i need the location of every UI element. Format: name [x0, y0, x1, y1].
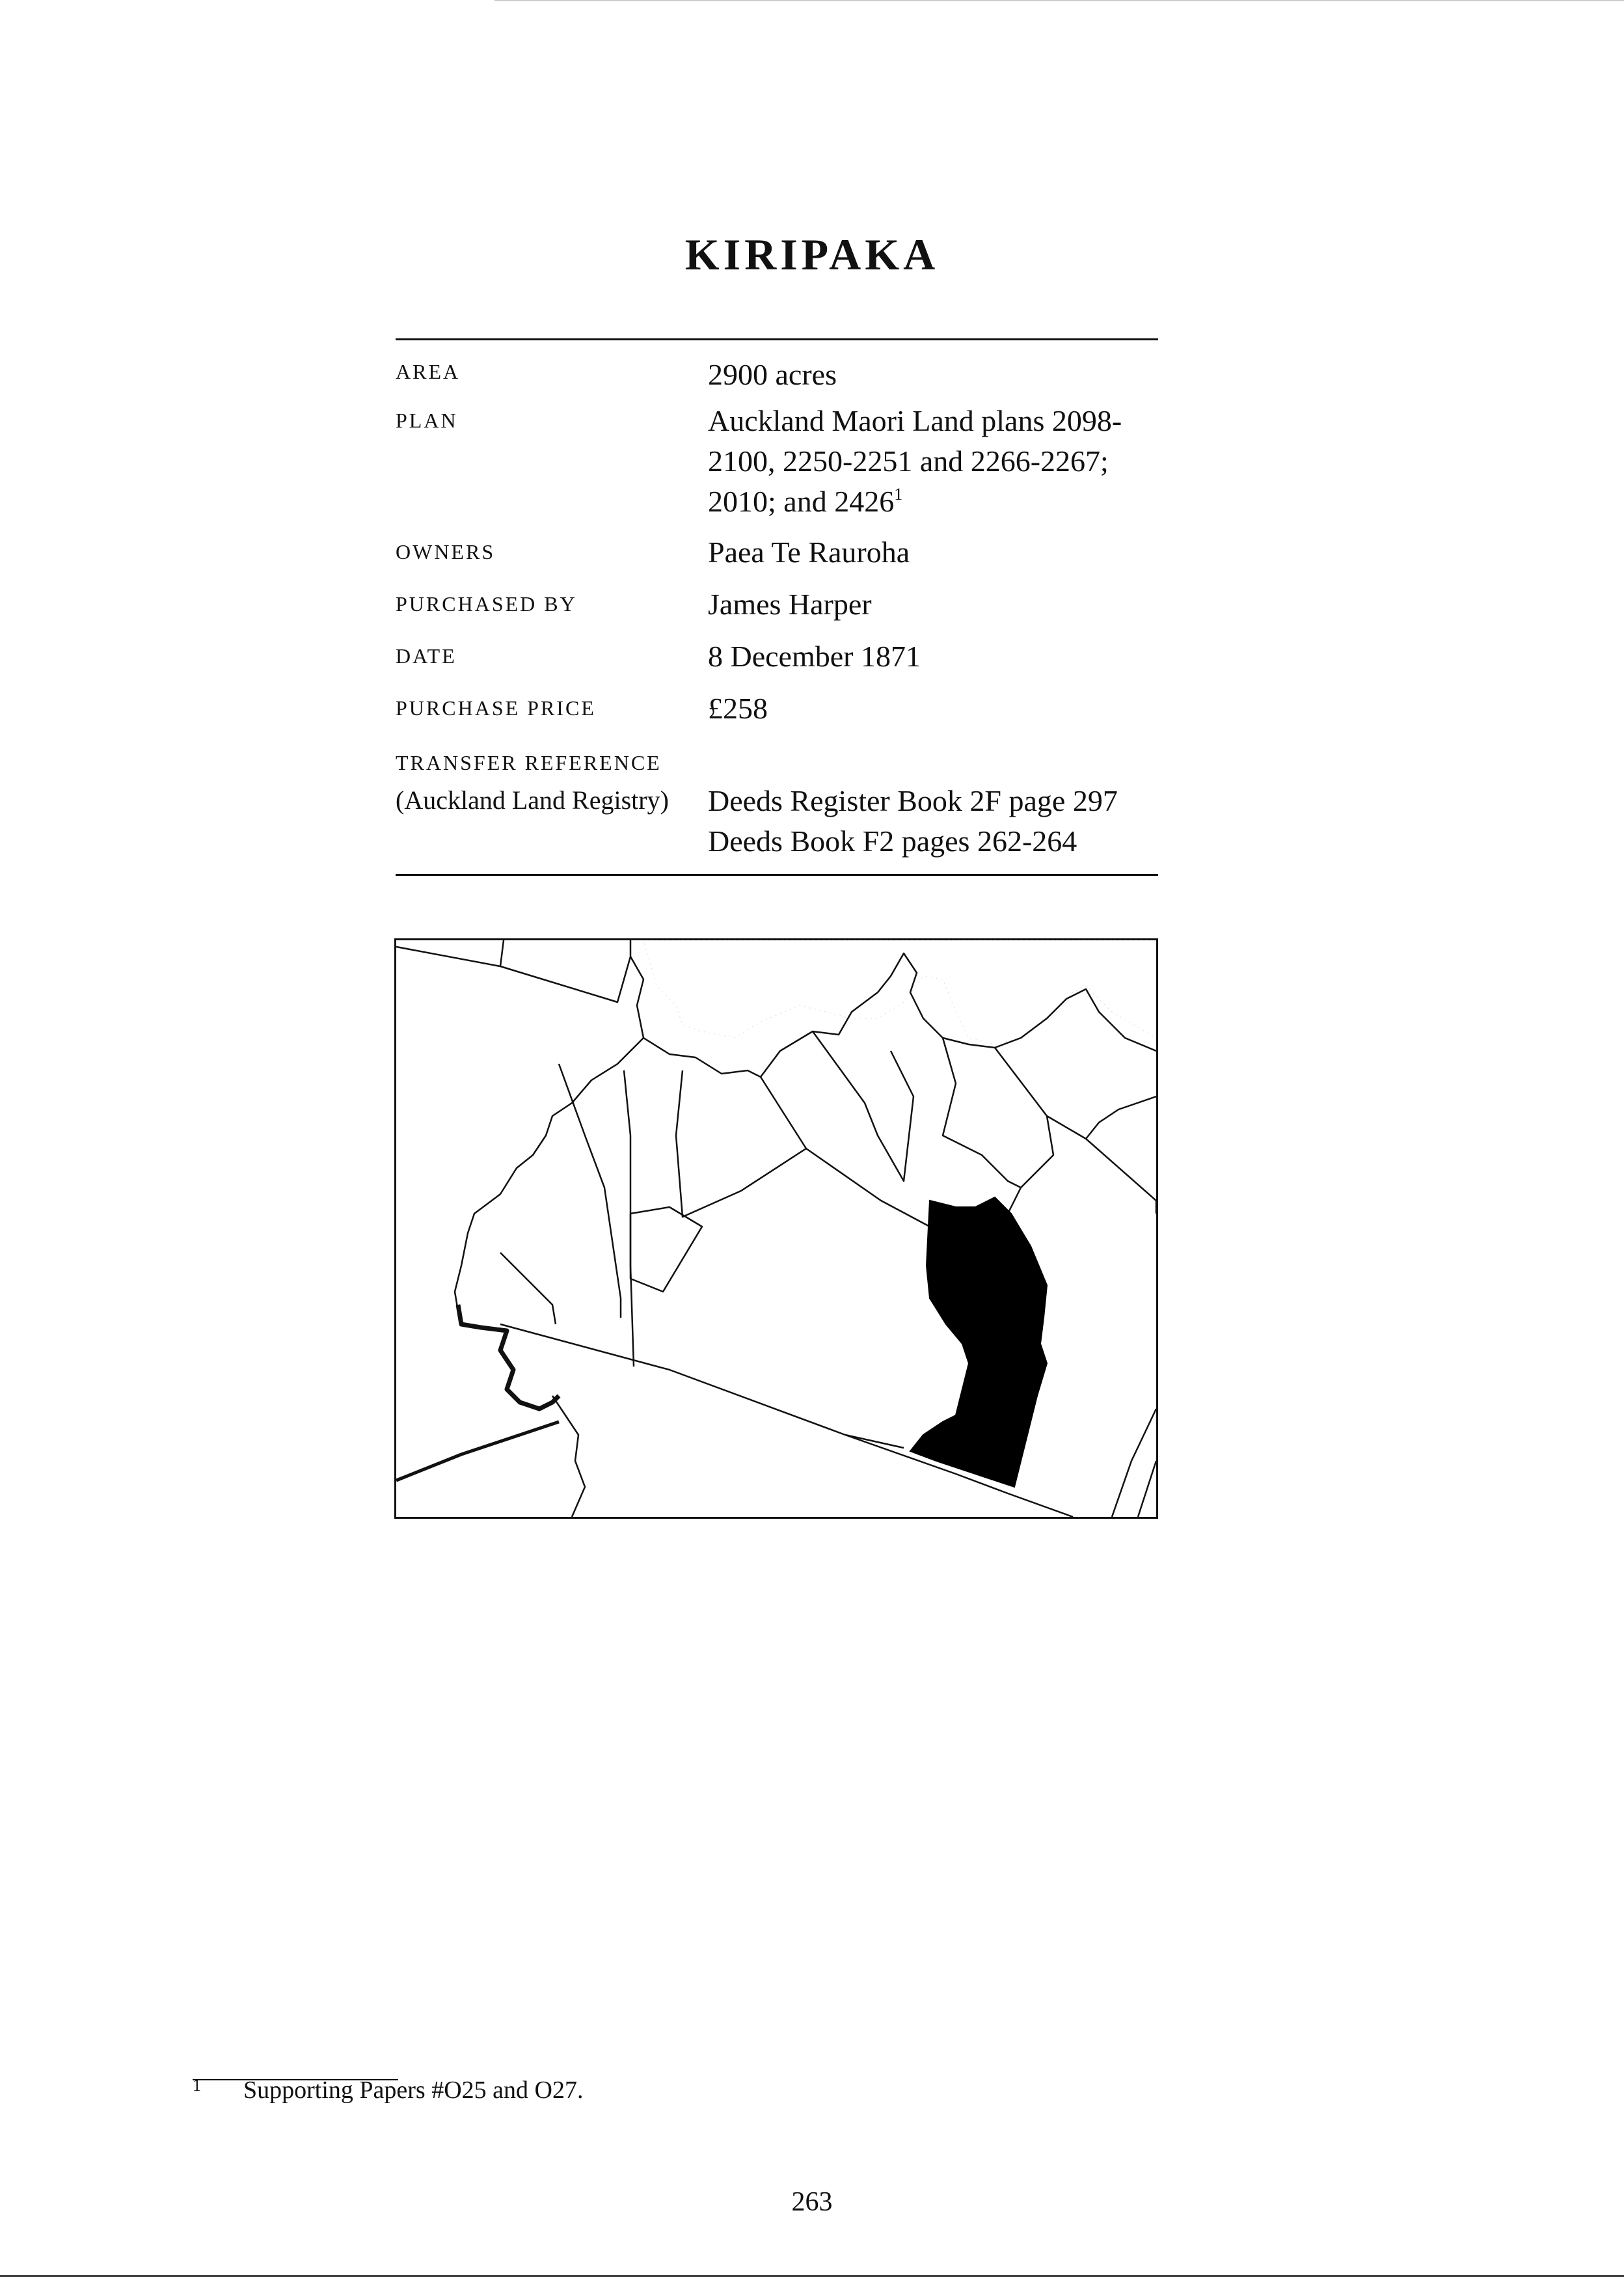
- footnote-mark: 1: [193, 2076, 201, 2095]
- plan-line-text: 2010; and 2426: [708, 485, 895, 518]
- page-title: KIRIPAKA: [684, 230, 940, 279]
- parcel-boundary: [630, 1207, 702, 1292]
- parcel-boundary: [396, 940, 630, 1002]
- purchase-price-value: £258: [708, 692, 768, 725]
- river: [552, 1396, 585, 1517]
- plan-line: Auckland Maori Land plans 2098-: [708, 404, 1122, 437]
- footnote-text: Supporting Papers #O25 and O27.: [243, 2076, 584, 2104]
- highlighted-block: [910, 1197, 1047, 1487]
- parcel-boundary: [995, 1048, 1156, 1201]
- parcel-boundary: [1112, 1409, 1156, 1517]
- date-label: DATE: [396, 644, 457, 668]
- parcel-boundary: [500, 940, 504, 966]
- plan-value: [708, 401, 1158, 522]
- transfer-line: Deeds Book F2 pages 262-264: [708, 824, 1077, 858]
- owners-value: Paea Te Rauroha: [708, 536, 910, 569]
- page-number: 263: [791, 2187, 833, 2217]
- area-label: AREA: [396, 360, 461, 383]
- table-bottom-rule: [396, 874, 1158, 876]
- transfer-reference-value: [708, 781, 1158, 862]
- parcel-boundary: [761, 1077, 943, 1227]
- purchased-by-value: James Harper: [708, 588, 872, 621]
- area-value: 2900 acres: [708, 358, 837, 391]
- owners-label: OWNERS: [396, 540, 496, 564]
- transfer-line: Deeds Register Book 2F page 297: [708, 784, 1118, 817]
- parcel-boundary: [624, 1070, 634, 1367]
- bold-river: [458, 1305, 559, 1409]
- parcel-boundary: [1021, 1116, 1053, 1188]
- scan-edge-bottom: [0, 2275, 1624, 2277]
- coastline: [643, 953, 1156, 1077]
- purchased-by-label: PURCHASED BY: [396, 592, 577, 616]
- footnote-reference: 1: [894, 485, 903, 504]
- scan-edge-top: [494, 0, 1624, 1]
- location-map: [394, 938, 1158, 1519]
- transfer-reference-sub-label: (Auckland Land Registry): [396, 785, 669, 815]
- plan-line: 2100, 2250-2251 and 2266-2267;: [708, 444, 1109, 478]
- date-value: 8 December 1871: [708, 640, 921, 673]
- parcel-boundary: [813, 1031, 914, 1181]
- plan-line: [708, 482, 1158, 522]
- parcel-boundary: [1138, 1461, 1156, 1517]
- purchase-price-label: PURCHASE PRICE: [396, 696, 596, 720]
- parcel-boundary: [559, 1064, 621, 1318]
- plan-label: PLAN: [396, 409, 458, 432]
- parcel-boundary: [676, 1070, 806, 1217]
- map-drawing: [396, 940, 1156, 1517]
- bold-road: [396, 1422, 559, 1480]
- transfer-reference-label: TRANSFER REFERENCE: [396, 751, 662, 774]
- parcel-boundary: [1086, 1096, 1156, 1139]
- parcel-boundary: [500, 1253, 556, 1324]
- table-top-rule: [396, 338, 1158, 340]
